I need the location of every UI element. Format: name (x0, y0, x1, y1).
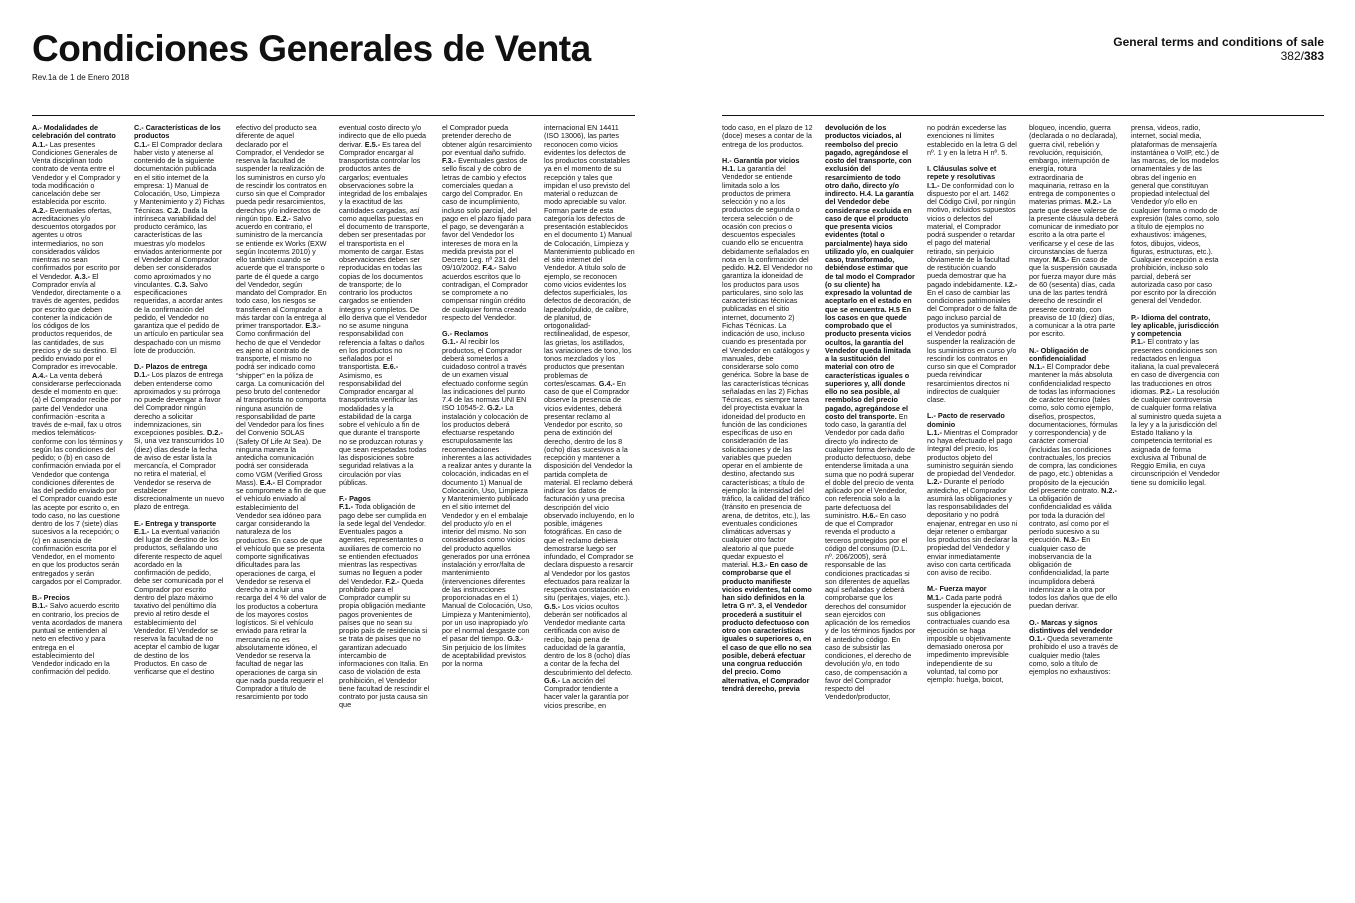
text-column-5: el Comprador pueda pretender derecho de obtener algún resarcimiento por eventual daño sufrido. F.3.- Eventuales gastos de sello fiscal y de cobro de letras de cambio y efectos comerciales quedan a cargo del Comprador. En caso de incumplimiento, incluso solo parcial, del pago en el plazo fijado para el pago, se devengarán a favor del Vendedor los intereses de mora en la medida prevista por el Decreto Leg. nº 231 del 09/10/2002. F.4.- Salvo acuerdos escritos que lo contradigan, el Comprador se compromete a no compensar ningún crédito de cualquier forma creado respecto del Vendedor. G.- Reclamos G.1.- Al recibir los productos, el Comprador deberá someterlos a cuidadoso control a través de un examen visual efectuado conforme según las indicaciones del punto 7.4 de las normas UNI EN ISO 10545-2. G.2.- La instalación y colocación de los productos deberá efectuarse respetando escrupulosamente las recomendaciones inherentes a las actividades a realizar antes y durante la colocación, indicadas en el documento 1) Manual de Colocación, Uso, Limpieza y Mantenimiento publicado en el sitio internet del Vendedor y en el embalaje del producto y/o en el interior del mismo. No son considerados como vicios del producto aquellos generados por una errónea instalación y error/falta de mantenimiento (intervenciones diferentes de las instrucciones proporcionadas en el 1) Manual de Colocación, Uso, Limpieza y Mantenimiento), por un uso inapropiado y/o por el normal desgaste con el pasar del tiempo. G.3.- Sin perjuicio de los límites de aceptabilidad previstos por la norma (442, 124, 533, 668)
page-current: 382/ (1280, 48, 1304, 63)
text-column-4: eventual costo directo y/o indirecto que de ello pueda derivar. E.5.- Es tarea del Comprador encargar al transportista controlar los productos antes de cargarlos; eventuales observaciones sobre la integridad de los embalajes y la exactitud de las cantidades cargadas, así como aquellas puestas en el documento de transporte, deben ser presentadas por el transportista en el momento de cargar. Estas observaciones deben ser reproducidas en todas las copias de los documentos de transporte; de lo contrario los productos cargados se entienden íntegros y completos. De ello deriva que el Vendedor no se asume ninguna responsabilidad con referencia a faltas o daños en los productos no señalados por el transportista. E.6.- Asimismo, es responsabilidad del Comprador encargar al transportista verificar las modalidades y la estabilidad de la carga sobre el vehículo a fin de que durante el transporte no se produzcan roturas y que sean respetadas todas las disposiciones sobre seguridad relativas a la circulación por vías públicas. F.- Pagos F.1.- Toda obligación de pago debe ser cumplida en la sede legal del Vendedor. Eventuales pagos a agentes, representantes o auxiliares de comercio no se entienden efectuados mientras las respectivas sumas no lleguen a poder del Vendedor. F.2.- Queda prohibido para el Comprador cumplir su propia obligación mediante pagos provenientes de países que no sean su propio país de residencia si se trata de países que no garantizan adecuado intercambio de informaciones con Italia. En caso de violación de esta prohibición, el Vendedor tiene facultad de rescindir el contrato por justa causa sin que (339, 124, 430, 710)
text-column-2: C.- Características de los productos C.1.- El Comprador declara haber visto y atenerse al contenido de la siguiente documentación publicada en el sitio internet de la empresa: 1) Manual de Colocación, Uso, Limpieza y Mantenimiento y 2) Fichas Técnicas. C.2. Dada la intrínseca variabilidad del producto cerámico, las características de las muestras y/o modelos enviados anteriormente por el Vendedor al Comprador deben ser considerados como aproximados y no vinculantes. C.3. Salvo especificaciones requeridas, a acordar antes de la confirmación del pedido, el Vendedor no garantiza que el pedido de un artículo en particular sea despachado con un mismo lote de producción. D.- Plazos de entrega D.1.- Los plazos de entrega deben entenderse como aproximados y su prórroga no puede devengar a favor del Comprador ningún derecho a solicitar indemnizaciones, sin excepciones posibles. D.2.- Si, una vez transcurridos 10 (diez) días desde la fecha de aviso de estar lista la mercancía, el Comprador no retira el material, el Vendedor se reserva de establecer discrecionalmente un nuevo plazo de entrega. E.- Entrega y transporte E.1.- La eventual variación del lugar de destino de los productos, señalando uno diferente respecto de aquel acordado en la confirmación de pedido, debe ser comunicada por el Comprador por escrito dentro del plazo máximo taxativo del penúltimo día previo al retiro desde el establecimiento del Vendedor. El Vendedor se reserva la facultad de no aceptar el cambio de lugar de destino de los Productos. En caso de verificarse que el destino (134, 124, 225, 676)
header-right (1113, 36, 1324, 64)
text-column-10: bloqueo, incendio, guerra (declarada o no declarada), guerra civil, rebelión y revolución, requisición, embargo, interrupción de energía, rotura extraordinaria de maquinaria, retraso en la entrega de componentes o materias primas. M.2.- La parte que desee valerse de la presente cláusula deberá comunicar de inmediato por escrito a la otra parte el verificarse y el cese de las circunstancias de fuerza mayor. M.3.- En caso de que la suspensión causada por fuerza mayor dure más de 60 (sesenta) días, cada una de las partes tendrá derecho de rescindir el presente contrato, con preaviso de 10 (diez) días, a comunicar a la otra parte por escrito. N.- Obligación de confidencialidad N.1.- El Comprador debe mantener la más absoluta confidencialidad respecto de todas las informaciones de carácter técnico (tales como, solo como ejemplo, diseños, prospectos, documentaciones, fórmulas y correspondencia) y de carácter comercial (incluidas las condiciones contractuales, los precios de compra, las condiciones de pago, etc.) obtenidas a propósito de la ejecución del presente contrato. N.2.- La obligación de confidencialidad es válida por toda la duración del contrato, así como por el período sucesivo a su ejecución. N.3.- En cualquier caso de inobservancia de la obligación de confidencialidad, la parte incumplidora deberá indemnizar a la otra por todos los daños que de ello puedan derivar. O.- Marcas y signos distintivos del vendedor O.1.- Queda severamente prohibido el uso a través de cualquier medio (tales como, solo a título de ejemplos no exhaustivos: (1029, 124, 1119, 676)
text-column-6: internacional EN 14411 (ISO 13006), las partes reconocen como vicios evidentes los defectos de los productos constatables ya en el momento de su recepción y tales que impidan el uso previsto del material o reduzcan de modo apreciable su valor. Forman parte de esta categoría los defectos de presentación establecidos en el documento 1) Manual de Colocación, Limpieza y Mantenimiento publicado en el sitio internet del Vendedor. A título solo de ejemplo, se reconocen como vicios evidentes los defectos superficiales, los defectos de decoración, de lapeado/pulido, de calibre, de planitud, de ortogonalidad-rectilinealidad, de espesor, las grietas, los astillados, las variaciones de tono, los tonos mezclados y los productos que presentan problemas de cortes/escamas. G.4.- En caso de que el Comprador observe la presencia de vicios evidentes, deberá presentar reclamo al Vendedor por escrito, so pena de extinción del derecho, dentro de los 8 (ocho) días sucesivos a la recepción y mantener a disposición del Vendedor la partida completa de material. El reclamo deberá indicar los datos de facturación y una precisa descripción del vicio observado incluyendo, en lo posible, imágenes fotográficas. En caso de que el reclamo debiera demostrarse luego ser infundado, el Comprador se declara dispuesto a resarcir al Vendedor por los gastos efectuados para realizar la respectiva constatación en situ (peritajes, viajes, etc.). G.5.- Los vicios ocultos deberán ser notificados al Vendedor mediante carta certificada con aviso de recibo, bajo pena de caducidad de la garantía, dentro de los 8 (ocho) días a contar de la fecha del descubrimiento del defecto. G.6.- La acción del Comprador tendiente a hacer valer la garantía por vicios prescribe, en (544, 124, 635, 710)
divider-right (722, 115, 1324, 116)
page-total: 383 (1303, 48, 1324, 63)
text-column-11: prensa, videos, radio, internet, social media, plataformas de mensajería instantánea o VoIP, etc.) de las marcas, de los modelos ornamentales y de las obras del ingenio en general que constituyan propiedad intelectual del Vendedor y/o ello en cualquier forma o modo de expresión (tales como, solo a título de ejemplos no exhaustivos: imágenes, fotos, dibujos, videos, figuras, estructuras, etc.). Cualquier excepción a esta prohibición, incluso solo parcial, deberá ser autorizada caso por caso por escrito por la dirección general del Vendedor. P.- Idioma del contrato, ley aplicable, jurisdicción y competencia P.1.- El contrato y las presentes condiciones son redactados en lengua italiana, la cual prevalecerá en caso de divergencia con las traducciones en otros idiomas. P.2.- La resolución de cualquier controversia de cualquier forma relativa al suministro queda sujeta a la ley y a la jurisdicción del Estado Italiano y la competencia territorial es asignada de forma exclusiva al Tribunal de Reggio Emilia, en cuya circunscripción el Vendedor tiene su domicilio legal. (1131, 124, 1222, 487)
divider-left (32, 115, 635, 116)
text-column-3: efectivo del producto sea diferente de aquel declarado por el Comprador, el Vendedor se reserva la facultad de suspender la realización de los suministros en curso y/o de rescindir los contratos en curso sin que el Comprador pueda pedir resarcimientos, derechos y/o indirectos de ningún tipo. E.2.- Salvo acuerdo en contrario, el suministro de la mercancía se entiende ex Works (EXW según Incoterms 2010) y ello también cuando se acuerde que el transporte o parte de él quede a cargo del Vendedor, según mandato del Comprador. En todo caso, los riesgos se transfieren al Comprador a más tardar con la entrega al primer transportador. E.3.- Como confirmación del hecho de que el Vendedor es ajeno al contrato de transporte, el mismo no podrá ser indicado como “shipper” en la póliza de carga. La comunicación del peso bruto del contenedor al transportista no comporta ninguna asunción de responsabilidad de parte del Vendedor para los fines del Convenio SOLAS (Safety Of Life At Sea). De ninguna manera la antedicha comunicación podrá ser considerada como VGM (Verified Gross Mass). E.4.- El Comprador se compromete a fin de que el vehículo enviado al establecimiento del Vendedor sea idóneo para cargar considerando la naturaleza de los productos. En caso de que el vehículo que se presenta comporte significativas dificultades para las operaciones de carga, el Vendedor se reserva el derecho a incluir una recarga del 4 % del valor de los productos a cobertura de los mayores costos logísticos. Si el vehículo enviado para retirar la mercancía no es absolutamente idóneo, el Vendedor se reserva la facultad de negar las operaciones de carga sin que nada pueda requerir el Comprador a título de resarcimiento por todo (236, 124, 327, 702)
text-column-9: no podrán excederse las exenciones ni límites establecido en la letra G del nº. 1 y en la letra H nº. 5. I. Cláusulas solve et repete y resolutivas I.1.- De conformidad con lo dispuesto por el art. 1462 del Código Civil, por ningún motivo, incluidos supuestos vicios o defectos del material, el Comprador podrá suspender o retardar el pago del material retirado, sin perjuicio obviamente de la facultad de restitución cuando pueda demostrar que ha pagado indebidamente. I.2.- En el caso de cambiar las condiciones patrimoniales del Comprador o de falta de pago incluso parcial de productos ya suministrados, el Vendedor podrá suspender la realización de los suministros en curso y/o rescindir los contratos en curso sin que el Comprador pueda reivindicar resarcimientos directos ni indirectos de cualquier clase. L.- Pacto de reservado dominio L.1.- Mientras el Comprador no haya efectuado el pago íntegral del precio, los productos objeto del suministro seguirán siendo de propiedad del Vendedor. L.2.- Durante el período antedicho, el Comprador asumirá las obligaciones y las responsabilidades del depositario y no podrá enajenar, entregar en uso ni dejar retener o embargar los productos sin declarar la propiedad del Vendedor y enviar inmediatamente aviso con carta certificada con aviso de recibo. M.- Fuerza mayor M.1.- Cada parte podrá suspender la ejecución de sus obligaciones contractuales cuando esa ejecución se haga imposible u objetivamente demasiado onerosa por impedimento imprevisible independiente de su voluntad, tal como por ejemplo: huelga, boicot, (927, 124, 1018, 684)
text-column-1: A.- Modalidades de celebración del contrato A.1.- Las presentes Condiciones Generales de Venta disciplinan todo contrato de venta entre el Vendedor y el Comprador y toda modificación o cancelación debe ser establecida por escrito. A.2.- Eventuales ofertas, acreditaciones y/o descuentos otorgados por agentes u otros intermediarios, no son considerados válidos mientras no sean confirmados por escrito por el Vendedor. A.3.- El Comprador envía al Vendedor, directamente o a través de agentes, pedidos por escrito que deben contener la indicación de los códigos de los productos requeridos, de las cantidades, de sus precios y de su destino. El pedido enviado por el Comprador es irrevocable. A.4.- La venta deberá considerarse perfeccionada desde el momento en que: (a) el Comprador recibe por parte del Vendedor una confirmación -escrita a través de e-mail, fax u otros medios telemáticos- conforme con los términos y según las condiciones del pedido; o (b) en caso de confirmación enviada por el Vendedor que contenga condiciones diferentes de las del pedido enviado por el Comprador cuando este las acepte por escrito o, en todo caso, no las cuestione dentro de los 7 (siete) días sucesivos a la recepción; o (c) en ausencia de confirmación escrita por el Vendedor, en el momento en que los productos serán entregados y serán cargados por el Comprador. B.- Precios B.1.- Salvo acuerdo escrito en contrario, los precios de venta acordados de manera puntual se entienden al neto en efectivo y para entrega en el establecimiento del Vendedor indicado en la confirmación del pedido. (32, 124, 123, 677)
page-title: Condiciones Generales de Venta (32, 28, 591, 69)
revision-label: Rev.1a de 1 de Enero 2018 (32, 73, 130, 82)
text-column-7: todo caso, en el plazo de 12 (doce) meses a contar de la entrega de los productos. H.- Garantía por vicios H.1. La garantía del Vendedor se entiende limitada solo a los productos de primera selección y no a los productos de segunda o tercera selección o de ocasión con precios o descuentos especiales cuando ello se encuentra debidamente señalados en nota en la confirmación del pedido. H.2. El Vendedor no garantiza la idoneidad de los productos para usos particulares, sino solo las características técnicas publicadas en el sitio internet, documento 2) Fichas Técnicas. La indicación de uso, incluso cuando es presentada por el Vendedor en catálogos y manuales, debe considerarse solo como genérica. Sobre la base de las características técnicas señaladas en las 2) Fichas Técnicas, es siempre tarea del proyectista evaluar la idoneidad del producto en función de las condiciones específicas de uso en consideración de las solicitaciones y de las variables que pueden operar en el ambiente de destino, afectando sus características; a título de ejemplo: la intensidad del tráfico, la calidad del tráfico (tránsito en presencia de arena, de detritos, etc.), las eventuales condiciones climáticas adversas y cualquier otro factor aleatorio al que puede quedar expuesto el material. H.3.- En caso de comprobarse que el producto manifieste vicios evidentes, tal como han sido definidos en la letra G nº. 3, el Vendedor procederá a sustituir el producto defectuoso con otro con características iguales o superiores o, en el caso de que ello no sea posible, deberá efectuar una congrua reducción del precio. Como alternativa, el Comprador tendrá derecho, previa (722, 124, 813, 693)
page-number (1113, 50, 1324, 64)
text-column-8: devolución de los productos viciados, al reembolso del precio pagado, agregándose el costo del transporte, con exclusión del resarcimiento de todo otro daño, directo y/o indirecto. H.4. La garantía del Vendedor debe considerarse excluida en caso de que el producto que presenta vicios evidentes (total o parcialmente) haya sido utilizado y/o, en cualquier caso, transformado, debiéndose estimar que de tal modo el Comprador (o su cliente) ha expresado la voluntad de aceptarlo en el estado en que se encuentra. H.5 En los casos en que quede comprobado que el producto presenta vicios ocultos, la garantía del Vendedor queda limitada a la sustitución del material con otro de características iguales o superiores y, allí donde ello no sea posible, al reembolso del precio pagado, agregándose el costo del transporte. En todo caso, la garantía del Vendedor por cada daño directo y/o indirecto de cualquier forma derivado de producto defectuoso, debe entenderse limitada a una suma que no podrá superar el doble del precio de venta aplicado por el Vendedor, con referencia solo a la parte defectuosa del suministro. H.6.- En caso de que el Comprador revenda el producto a terceros protegidos por el código del consumo (D.L. nº. 206/2005), será responsable de las condiciones practicadas si son diferentes de aquellas aquí señaladas y deberá comprobarse que los derechos del consumidor sean ejercidos con aplicación de los remedios y de los términos fijados por el antedicho código. En caso de subsistir las condiciones, el derecho de devolución y/o, en todo caso, de compensación a favor del Comprador respecto del Vendedor/productor, (825, 124, 916, 702)
subtitle-english: General terms and conditions of sale (1113, 35, 1324, 49)
